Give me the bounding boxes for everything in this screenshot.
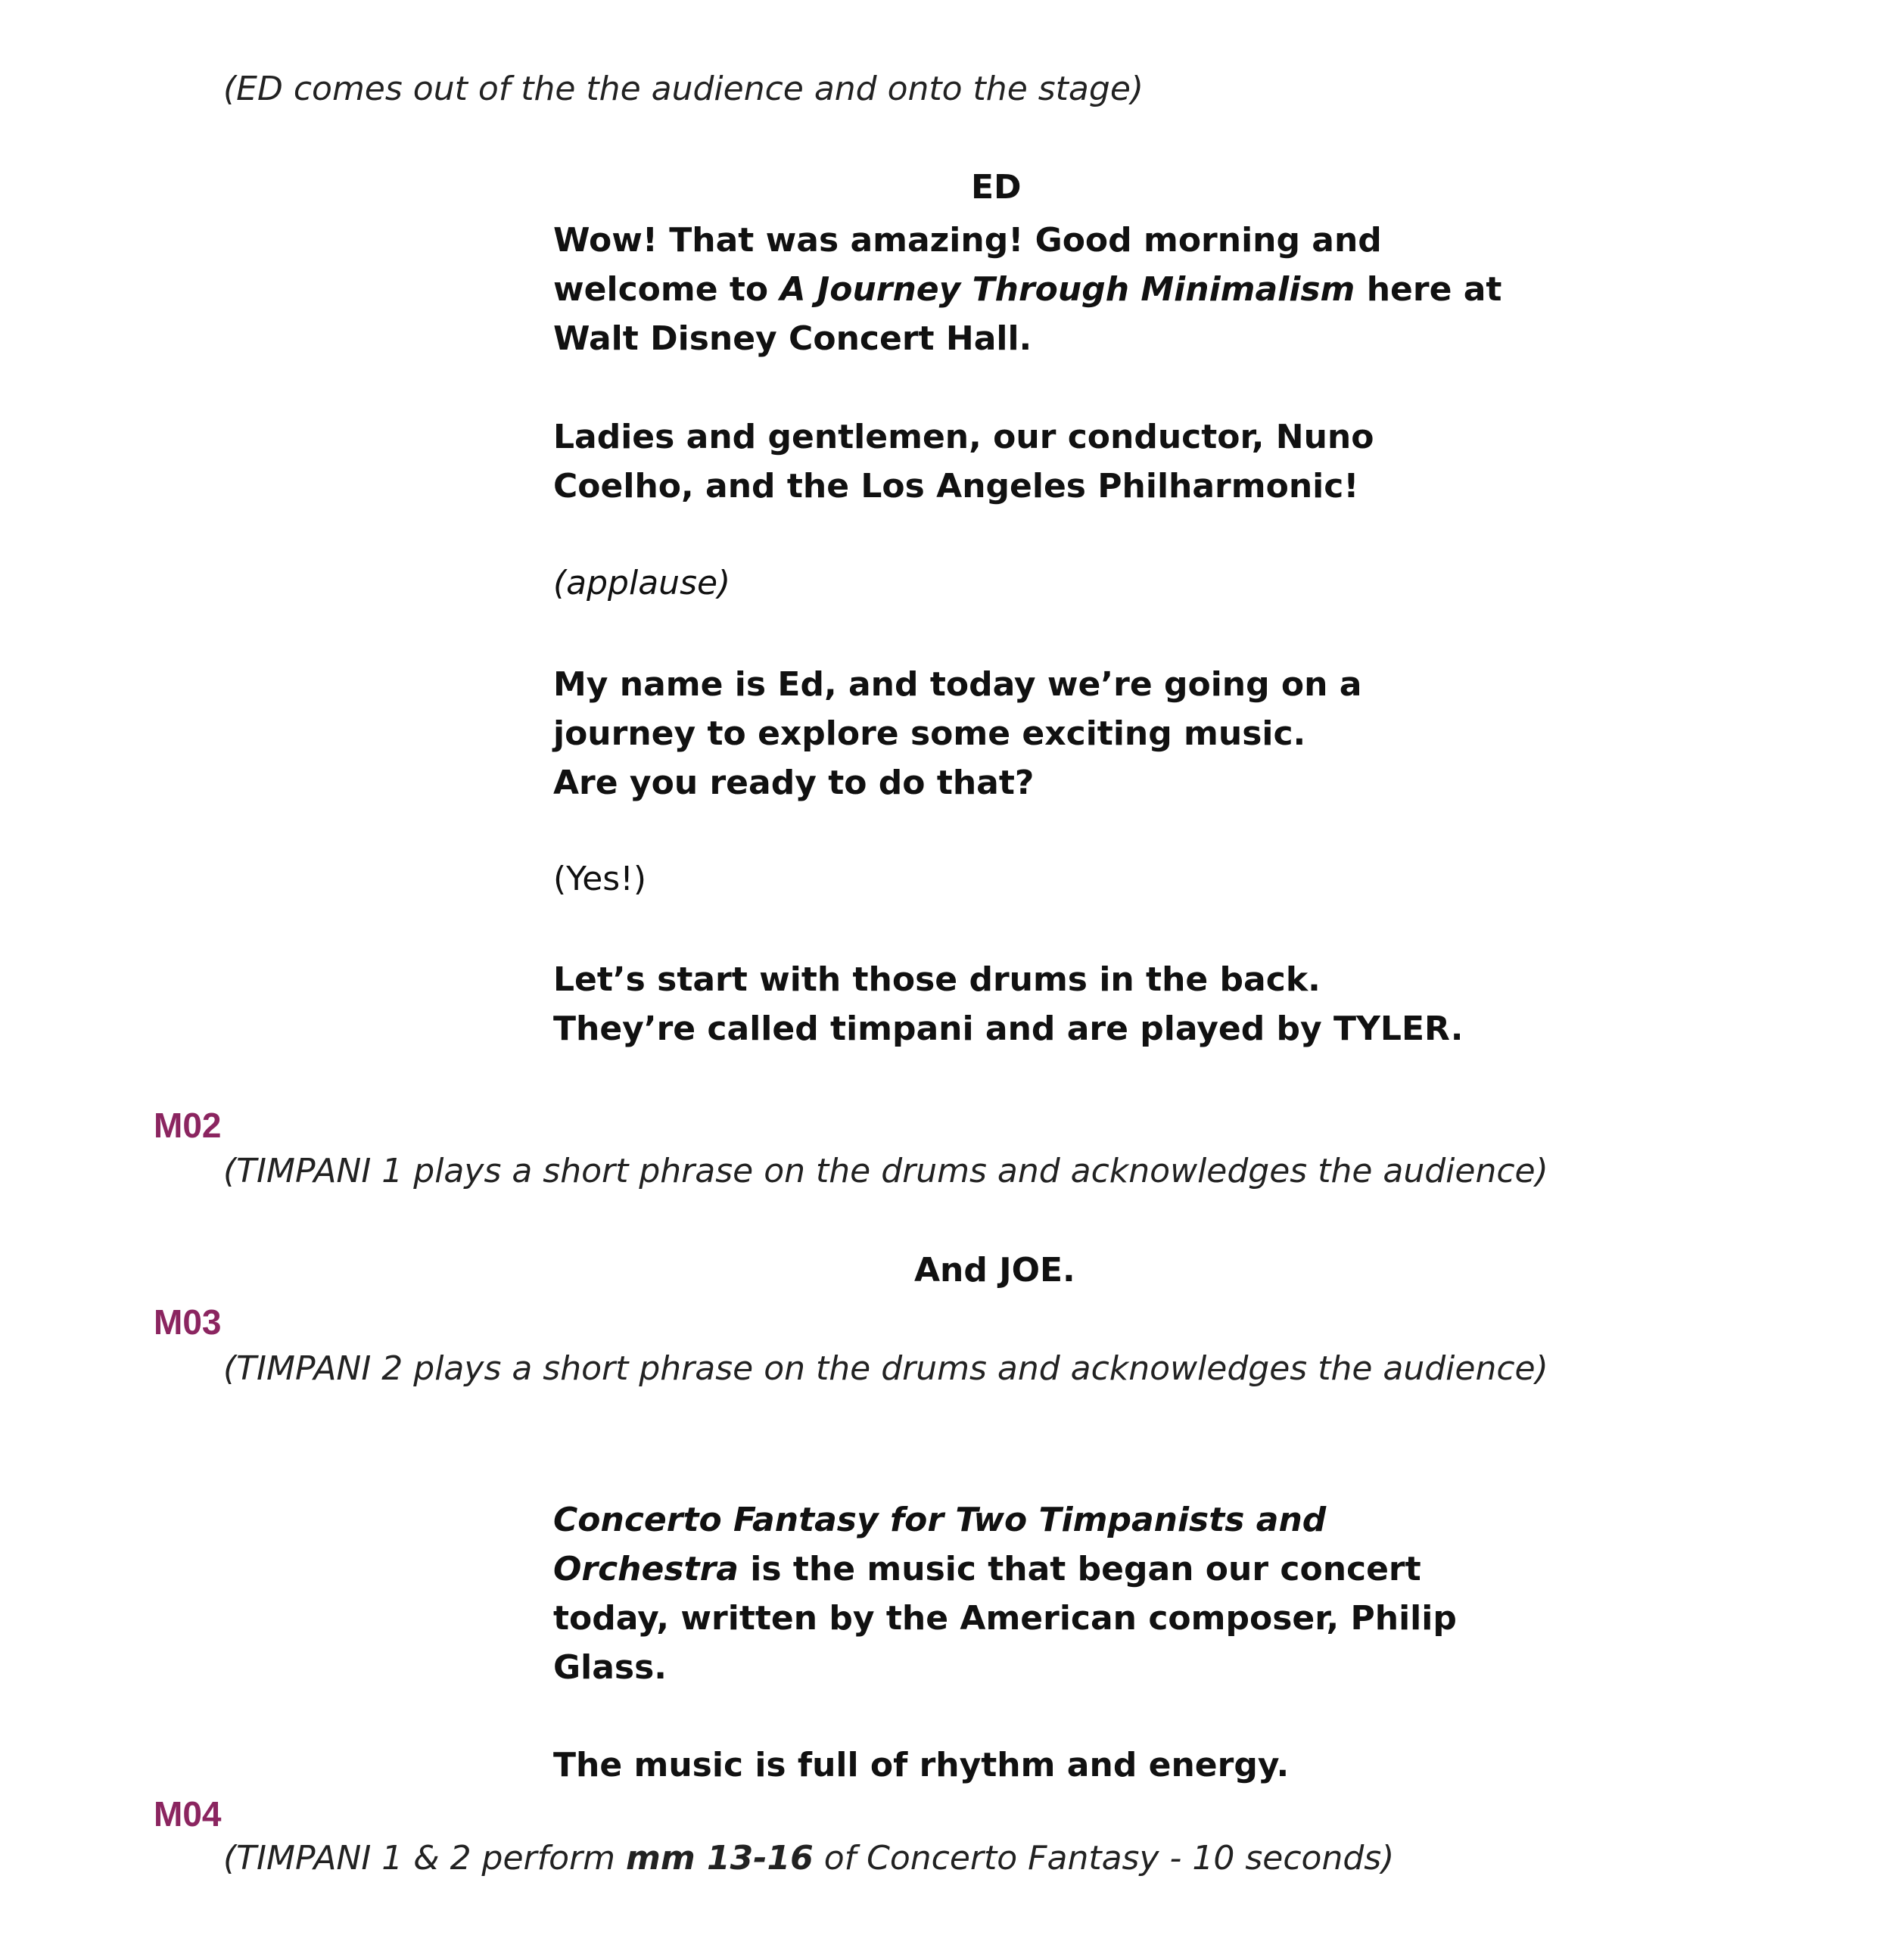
dialogue-concerto (553, 1495, 1457, 1692)
dialogue-line: Are you ready to do that? (553, 764, 1035, 802)
stage-direction-timpani1: (TIMPANI 1 plays a short phrase on the drums and acknowledges the audience) (223, 1152, 1548, 1190)
work-title: Orchestra (553, 1550, 739, 1588)
dialogue-line: Wow! That was amazing! Good morning and (553, 221, 1382, 260)
dialogue-journey (553, 660, 1361, 807)
dialogue-line: journey to explore some exciting music. (553, 714, 1306, 753)
dialogue-line: Coelho, and the Los Angeles Philharmonic! (553, 467, 1359, 506)
dialogue-line (553, 265, 1501, 314)
music-cue-m02: M02 (154, 1106, 222, 1145)
measure-range: mm 13-16 (626, 1839, 814, 1878)
dialogue-welcome (553, 216, 1501, 363)
music-cue-m03: M03 (154, 1302, 222, 1342)
parenthetical-applause: (applause) (553, 564, 731, 602)
dialogue-line: Ladies and gentlemen, our conductor, Nuno (553, 418, 1374, 456)
dialogue-line: Walt Disney Concert Hall. (553, 319, 1032, 358)
dialogue-line (553, 1545, 1457, 1594)
stage-direction-timpani2: (TIMPANI 2 plays a short phrase on the drums and acknowledges the audience) (223, 1349, 1548, 1388)
character-cue-ed: ED (971, 168, 1022, 207)
dialogue-text: here at (1355, 270, 1502, 309)
direction-text: of Concerto Fantasy - 10 seconds) (813, 1839, 1395, 1878)
show-title: A Journey Through Minimalism (780, 270, 1355, 309)
work-title: Concerto Fantasy for Two Timpanists and (553, 1501, 1327, 1539)
dialogue-text: is the music that began our concert (738, 1550, 1421, 1588)
stage-direction-ed-enters: (ED comes out of the the audience and onto the stage) (223, 70, 1144, 108)
stage-direction-final (223, 1839, 1394, 1878)
dialogue-and-joe: And JOE. (914, 1251, 1075, 1290)
dialogue-line (553, 1495, 1457, 1545)
dialogue-drums (553, 955, 1463, 1053)
dialogue-line: They’re called timpani and are played by TYLER. (553, 1010, 1464, 1048)
dialogue-line: My name is Ed, and today we’re going on a (553, 665, 1362, 704)
dialogue-line: Let’s start with those drums in the back. (553, 960, 1321, 999)
dialogue-line: today, written by the American composer, Philip (553, 1599, 1457, 1638)
dialogue-line: Glass. (553, 1648, 667, 1687)
dialogue-rhythm: The music is full of rhythm and energy. (553, 1746, 1290, 1784)
dialogue-intro (553, 412, 1374, 511)
audience-response-yes: (Yes!) (553, 860, 646, 898)
direction-text: (TIMPANI 1 & 2 perform (223, 1839, 626, 1878)
music-cue-m04: M04 (154, 1794, 222, 1834)
dialogue-text: welcome to (553, 270, 780, 309)
